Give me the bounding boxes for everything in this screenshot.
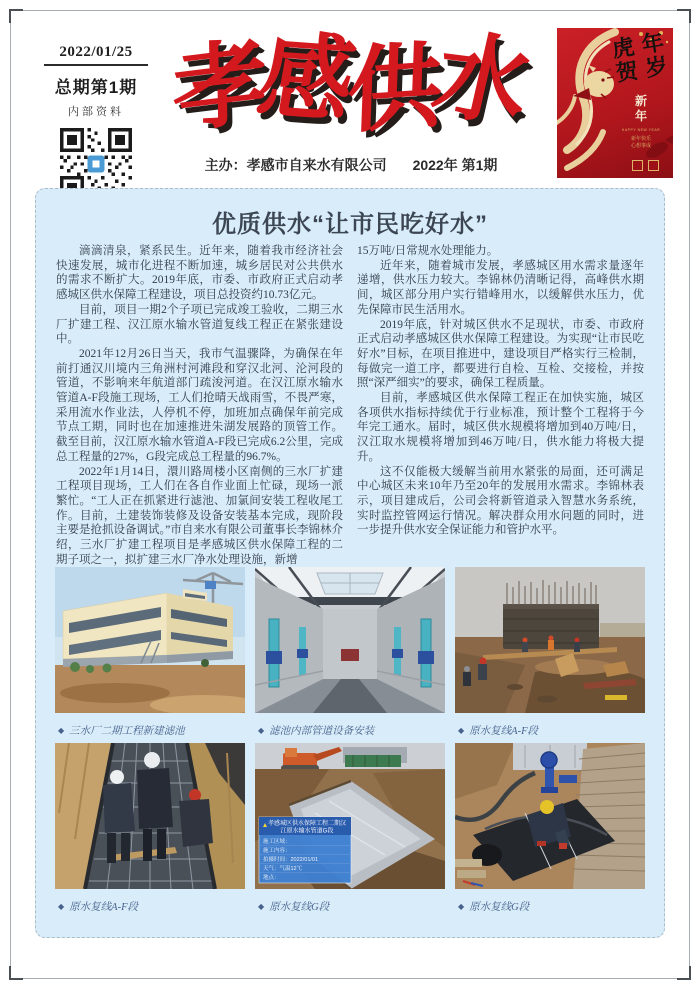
article-paragraph: 15万吨/日常规水处理能力。 xyxy=(357,245,499,257)
diamond-bullet-icon: ◆ xyxy=(258,725,265,735)
diamond-bullet-icon: ◆ xyxy=(58,725,65,735)
photo-cell xyxy=(455,567,645,743)
photo-concrete-channel xyxy=(255,743,445,889)
page-corner-mark xyxy=(9,9,23,23)
photo-pipe-gallery-interior xyxy=(255,567,445,713)
sponsor-line xyxy=(152,155,550,175)
newspaper-title xyxy=(145,18,556,146)
article-column-left xyxy=(56,244,343,566)
photo-caption: ◆ 原水复线A-F段 xyxy=(58,901,138,913)
blessing-text: 新年快乐 心想事成 xyxy=(630,137,651,149)
article-column-right xyxy=(357,244,644,566)
masthead-info-block xyxy=(44,44,148,200)
svg-text:施工区域：: 施工区域： xyxy=(263,839,291,845)
svg-text:地点：: 地点： xyxy=(263,875,280,881)
page-corner-mark xyxy=(9,966,23,980)
diamond-bullet-icon: ◆ xyxy=(258,901,265,911)
sponsor-text: 主办：孝感市自来水有限公司 xyxy=(204,157,387,173)
article-headline: 优质供水“让市民吃好水” xyxy=(212,211,488,238)
photo-caption: ◆ 原水复线A-F段 xyxy=(458,725,538,737)
article-body xyxy=(56,244,644,566)
article-paragraph: 滴滴清泉，紧系民生。近年来，随着我市经济社会快速发展，城市化进程不断加速，城乡居民对公共供水的需求不断扩大。2019年底，市委、市政府正式启动孝感城区供水保障工程建设，项目总投资约10.73亿元。 xyxy=(56,245,343,302)
article-paragraph: 2021年12月26日当天，我市气温骤降，为确保在年前打通汉川境内三角洲村河滩段和穿汉北河、沦河段的管道，不影响来年航道部门疏浚河道。在汉江原水输水管道A-F段施工现场，工人们抢晴天战雨雪，不畏严寒，采用流水作业法，人停机不停，加班加点确保年前完成节点工期，同时也在加速推进朱湖发展路的顶管工作。截至目前，汉江原水输水管道A-F段已完成6.2公里，完成总工程量的27%，G段完成总工程量的96.7%。 xyxy=(56,347,343,463)
seal-stamps xyxy=(632,160,659,171)
article-paragraph: 2022年1月14日，澴川路周楼小区南侧的三水厂扩建工程项目现场，工人们在各自作业面上忙碌，现场一派繁忙。“工人正在抓紧进行滤池、加氯间安装工程收尾工作。目前，土建装饰装修及设备安装基本完成，现阶段主要是抢抓设备调试。”市自来水有限公司董事长李锦林介绍，三水厂扩建工程项目是孝感城区供水保障工程的二期子项之一，拟扩建三水厂净水处理设施，新增 xyxy=(56,465,343,566)
photo-caption: ◆ 原水复线G段 xyxy=(458,901,530,913)
article-paragraph: 目前，孝感城区供水保障工程正在加快实施，城区各项供水指标持续优于行业标准，预计整个工程将于今年完工通水。届时，城区供水规模将增加到40万吨/日，汉江取水规模将增加到46万吨/日，供水能力将极大提升。 xyxy=(357,392,644,463)
article-paragraph: 2019年底，针对城区供水不足现状，市委、市政府正式启动孝感城区供水保障工程建设。为实现“让市民吃好水”目标，在项目推进中，建设项目严格实行三检制，每做完一道工序，都要进行自检、互检、交接检，并按照“深严细实”的要求，确保工程质量。 xyxy=(357,318,644,390)
seal-stamp xyxy=(648,160,659,171)
article-paragraph: 这不仅能极大缓解当前用水紧张的局面，还可满足中心城区未来10年乃至20年的发展用水需求。李锦林表示，项目建成后，公司会将新管道录入智慧水务系统，实时监控管网运行情况。解决群众用水问题的同时，进一步提升供水安全保证能力和管护水平。 xyxy=(357,465,644,537)
title-char: 供 xyxy=(345,34,444,146)
photo-circular-structure xyxy=(455,567,645,713)
happy-new-year-text: HAPPY NEW YEAR xyxy=(621,128,661,132)
photo-caption: ◆ 滤池内部管道设备安装 xyxy=(258,725,375,737)
svg-text:孝感城区供水保障工程二期汉: 孝感城区供水保障工程二期汉 xyxy=(267,821,347,827)
svg-text:拍摄时间：2022/01/01: 拍摄时间：2022/01/01 xyxy=(263,857,319,863)
article-paragraph: 近年来，随着城市发展，孝感城区用水需求量逐年递增，供水压力较大。李锦林仍清晰记得，高峰供水期间，城区部分用户实行错峰用水，以缓解供水压力，优先保障市民生活用水。 xyxy=(357,259,644,316)
diamond-bullet-icon: ◆ xyxy=(458,901,465,911)
new-year-vertical-title: 新 年 xyxy=(634,94,647,123)
article-panel xyxy=(35,188,665,938)
photo-grid xyxy=(55,567,645,919)
photo-cell xyxy=(255,567,445,743)
edition-text: 2022年 第1期 xyxy=(412,157,498,173)
svg-text:天气：气温12℃: 天气：气温12℃ xyxy=(263,866,303,872)
svg-text:江原水输水管道G段: 江原水输水管道G段 xyxy=(280,828,334,835)
issue-number: 总期第1期 xyxy=(54,78,138,97)
tiger-new-year-poster xyxy=(557,28,673,178)
title-char: 水 xyxy=(423,23,540,139)
diamond-bullet-icon: ◆ xyxy=(58,901,65,911)
seal-stamp xyxy=(632,160,643,171)
title-char: 感 xyxy=(251,24,363,136)
photo-pipe-pit-worker xyxy=(455,743,645,889)
calligraphy-tiger-year: 虎 年 贺 岁 xyxy=(610,29,670,87)
site-info-sign xyxy=(259,817,351,883)
article-paragraph: 目前，项目一期2个子项已完成竣工验收，二期三水厂扩建工程、汉江原水输水管道复线工程正在紧张建设中。 xyxy=(56,303,343,346)
title-char: 孝 xyxy=(172,30,269,146)
photo-cell xyxy=(55,743,245,919)
photo-caption: ◆ 原水复线G段 xyxy=(258,901,330,913)
photo-filter-pool-building xyxy=(55,567,245,713)
page-corner-mark xyxy=(677,966,691,980)
internal-material-label: 内部资料 xyxy=(68,106,124,118)
photo-cell xyxy=(255,743,445,919)
photo-caption: ◆ 三水厂二期工程新建滤池 xyxy=(58,725,185,737)
photo-cell xyxy=(55,567,245,743)
photo-cell xyxy=(455,743,645,919)
issue-date: 2022/01/25 xyxy=(44,44,148,66)
page-corner-mark xyxy=(677,9,691,23)
diamond-bullet-icon: ◆ xyxy=(458,725,465,735)
photo-rebar-trench-workers xyxy=(55,743,245,889)
svg-text:施工内容：: 施工内容： xyxy=(263,848,291,854)
